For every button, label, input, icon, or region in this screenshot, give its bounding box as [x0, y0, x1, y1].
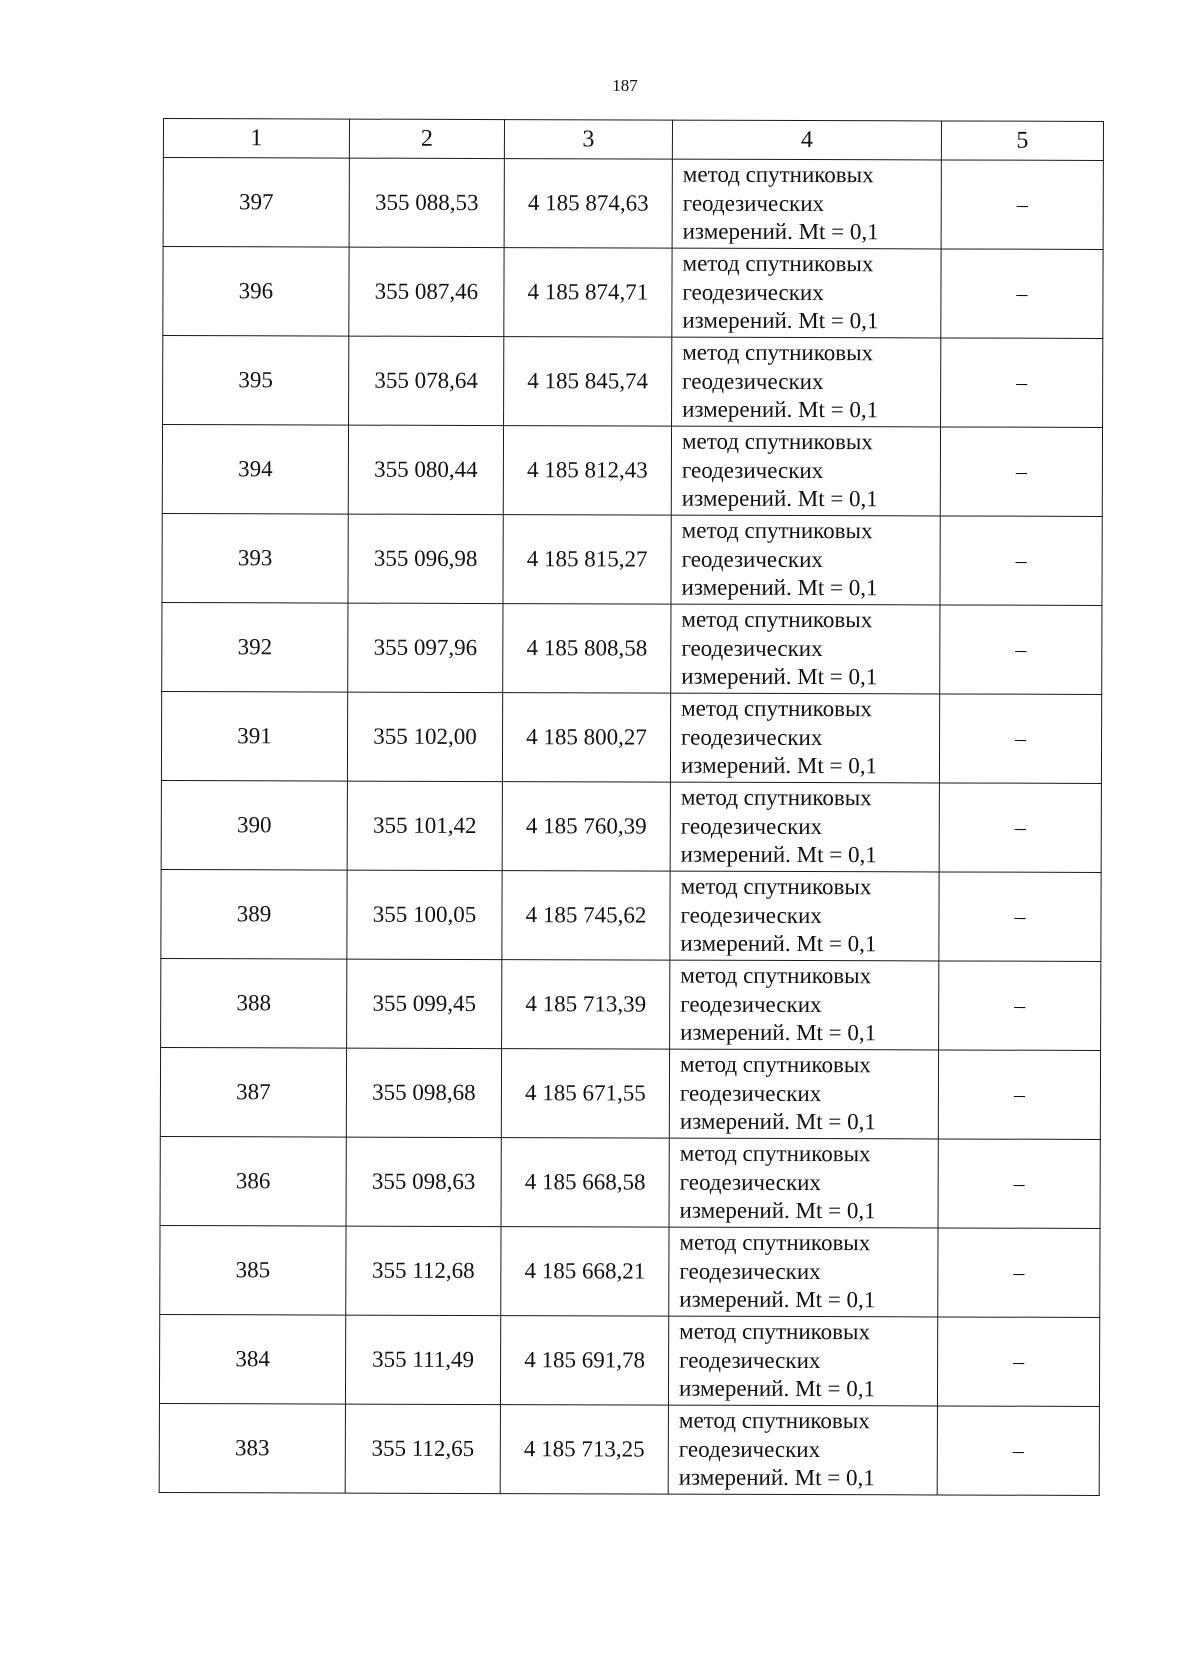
point-number-cell: 387: [160, 1047, 346, 1137]
method-text-line: геодезических: [682, 279, 824, 305]
method-text-line: геодезических: [679, 1080, 822, 1106]
y-coordinate-cell: 4 185 812,43: [503, 426, 671, 516]
note-cell: –: [940, 605, 1102, 695]
method-cell: [671, 604, 940, 694]
table-row: [159, 1314, 1099, 1406]
method-text-line: метод спутниковых: [681, 695, 872, 722]
x-coordinate-cell: 355 080,44: [348, 425, 503, 514]
y-coordinate-cell: 4 185 745,62: [502, 871, 670, 961]
table-row: [163, 158, 1103, 250]
y-coordinate-cell: 4 185 760,39: [502, 782, 670, 872]
x-coordinate-cell: 355 102,00: [347, 692, 502, 781]
header-cell-3: 3: [504, 120, 672, 160]
point-number-cell: 393: [162, 513, 348, 603]
header-row: [163, 119, 1103, 161]
y-coordinate-cell: 4 185 845,74: [504, 337, 672, 427]
method-text-line: измерений. Mt = 0,1: [678, 1375, 876, 1402]
method-text-line: геодезических: [681, 635, 823, 661]
point-number-cell: 396: [163, 247, 349, 337]
table-row: [162, 513, 1102, 605]
x-coordinate-cell: 355 112,65: [345, 1404, 500, 1493]
note-cell: –: [937, 1317, 1099, 1407]
y-coordinate-cell: 4 185 874,71: [504, 248, 672, 338]
note-cell: –: [941, 249, 1103, 339]
method-text-line: метод спутниковых: [681, 428, 873, 455]
point-number-cell: 389: [161, 869, 347, 959]
table-row: [162, 602, 1102, 694]
note-cell: –: [940, 516, 1102, 606]
table-row: [160, 1225, 1100, 1317]
method-text-line: метод спутниковых: [679, 1318, 871, 1345]
method-cell: [671, 426, 940, 516]
y-coordinate-cell: 4 185 874,63: [504, 159, 672, 249]
table-row: [162, 425, 1102, 517]
note-cell: –: [941, 338, 1103, 428]
method-text-line: измерений. Mt = 0,1: [682, 218, 879, 245]
method-cell: [668, 1316, 937, 1406]
header-cell-1: 1: [163, 119, 349, 159]
x-coordinate-cell: 355 111,49: [345, 1315, 500, 1404]
method-cell: [669, 1227, 938, 1317]
method-text-line: метод спутниковых: [678, 1407, 870, 1434]
x-coordinate-cell: 355 098,68: [346, 1048, 501, 1137]
y-coordinate-cell: 4 185 668,58: [501, 1138, 669, 1228]
table-row: [163, 336, 1103, 428]
x-coordinate-cell: 355 101,42: [347, 781, 502, 870]
method-text-line: метод спутниковых: [679, 1140, 871, 1167]
table-row: [161, 780, 1101, 872]
method-text-line: геодезических: [679, 1347, 821, 1373]
point-number-cell: 391: [161, 691, 347, 781]
method-cell: [669, 1138, 938, 1228]
y-coordinate-cell: 4 185 713,25: [500, 1405, 668, 1495]
method-cell: [670, 693, 939, 783]
method-cell: [671, 515, 940, 605]
table-body: [159, 158, 1103, 1496]
method-text-line: геодезических: [681, 546, 823, 572]
x-coordinate-cell: 355 088,53: [349, 158, 504, 247]
x-coordinate-cell: 355 078,64: [349, 336, 504, 425]
method-cell: [670, 960, 939, 1050]
y-coordinate-cell: 4 185 808,58: [503, 604, 671, 694]
method-text-line: геодезических: [678, 1436, 821, 1462]
method-text-line: метод спутниковых: [680, 873, 872, 900]
method-text-line: геодезических: [680, 991, 822, 1017]
method-text-line: измерений. Mt = 0,1: [682, 307, 879, 334]
note-cell: –: [941, 160, 1103, 250]
method-text-line: метод спутниковых: [681, 517, 873, 544]
method-text-line: метод спутниковых: [682, 339, 874, 366]
method-text-line: измерений. Mt = 0,1: [681, 663, 878, 690]
header-cell-2: 2: [349, 119, 504, 158]
y-coordinate-cell: 4 185 713,39: [502, 960, 670, 1050]
x-coordinate-cell: 355 087,46: [349, 247, 504, 336]
y-coordinate-cell: 4 185 800,27: [502, 693, 670, 783]
x-coordinate-cell: 355 097,96: [348, 603, 503, 692]
method-text-line: измерений. Mt = 0,1: [678, 1464, 875, 1491]
table-row: [160, 1136, 1100, 1228]
x-coordinate-cell: 355 096,98: [348, 514, 503, 603]
method-text-line: измерений. Mt = 0,1: [680, 1019, 877, 1046]
point-number-cell: 383: [159, 1403, 345, 1493]
point-number-cell: 395: [163, 336, 349, 426]
note-cell: –: [938, 1139, 1100, 1229]
coordinates-table-wrapper: [159, 118, 1103, 1496]
point-number-cell: 385: [160, 1225, 346, 1315]
point-number-cell: 390: [161, 780, 347, 870]
method-cell: [670, 782, 939, 872]
point-number-cell: 397: [163, 158, 349, 248]
method-cell: [672, 159, 941, 249]
note-cell: –: [937, 1406, 1099, 1496]
method-text-line: геодезических: [680, 902, 822, 928]
point-number-cell: 392: [162, 602, 348, 692]
method-text-line: геодезических: [681, 457, 824, 483]
table-row: [161, 958, 1101, 1050]
x-coordinate-cell: 355 099,45: [347, 959, 502, 1048]
y-coordinate-cell: 4 185 815,27: [503, 515, 671, 605]
method-text-line: геодезических: [682, 190, 825, 216]
coordinates-table: [159, 118, 1104, 1496]
method-cell: [670, 871, 939, 961]
method-text-line: геодезических: [682, 368, 824, 394]
table-header: [163, 119, 1103, 161]
method-text-line: метод спутниковых: [679, 1229, 871, 1256]
method-text-line: измерений. Mt = 0,1: [679, 1108, 876, 1135]
method-text-line: метод спутниковых: [681, 606, 873, 633]
method-text-line: метод спутниковых: [682, 250, 874, 277]
method-cell: [669, 1049, 938, 1139]
method-text-line: геодезических: [679, 1258, 821, 1284]
method-cell: [672, 337, 941, 427]
method-text-line: геодезических: [679, 1169, 822, 1195]
method-text-line: метод спутниковых: [680, 784, 872, 811]
note-cell: –: [939, 872, 1101, 962]
method-text-line: измерений. Mt = 0,1: [679, 1197, 876, 1224]
method-text-line: измерений. Mt = 0,1: [680, 841, 877, 868]
y-coordinate-cell: 4 185 671,55: [501, 1049, 669, 1139]
note-cell: –: [940, 427, 1102, 517]
table-row: [160, 1047, 1100, 1139]
method-cell: [672, 248, 941, 338]
method-text-line: измерений. Mt = 0,1: [682, 396, 879, 423]
note-cell: –: [938, 1050, 1100, 1140]
point-number-cell: 386: [160, 1136, 346, 1226]
table-row: [161, 691, 1101, 783]
method-cell: [668, 1405, 937, 1495]
method-text-line: геодезических: [680, 813, 823, 839]
method-text-line: метод спутниковых: [679, 1051, 871, 1078]
method-text-line: метод спутниковых: [682, 161, 874, 188]
method-text-line: измерений. Mt = 0,1: [680, 752, 878, 779]
header-cell-5: 5: [941, 121, 1103, 161]
point-number-cell: 384: [159, 1314, 345, 1404]
y-coordinate-cell: 4 185 691,78: [500, 1316, 668, 1406]
y-coordinate-cell: 4 185 668,21: [501, 1227, 669, 1317]
table-row: [159, 1403, 1099, 1495]
method-text-line: метод спутниковых: [680, 962, 872, 989]
method-text-line: измерений. Mt = 0,1: [681, 485, 878, 512]
note-cell: –: [939, 783, 1101, 873]
x-coordinate-cell: 355 112,68: [346, 1226, 501, 1315]
method-text-line: измерений. Mt = 0,1: [679, 1286, 876, 1313]
header-cell-4: 4: [672, 120, 941, 160]
point-number-cell: 394: [162, 425, 348, 515]
table-row: [163, 247, 1103, 339]
method-text-line: геодезических: [681, 724, 823, 750]
point-number-cell: 388: [161, 958, 347, 1048]
method-text-line: измерений. Mt = 0,1: [680, 930, 877, 957]
x-coordinate-cell: 355 100,05: [347, 870, 502, 959]
page-number: 187: [612, 76, 638, 95]
x-coordinate-cell: 355 098,63: [346, 1137, 501, 1226]
note-cell: –: [939, 694, 1101, 784]
note-cell: –: [938, 1228, 1100, 1318]
method-text-line: измерений. Mt = 0,1: [681, 574, 878, 601]
note-cell: –: [939, 961, 1101, 1051]
table-row: [161, 869, 1101, 961]
